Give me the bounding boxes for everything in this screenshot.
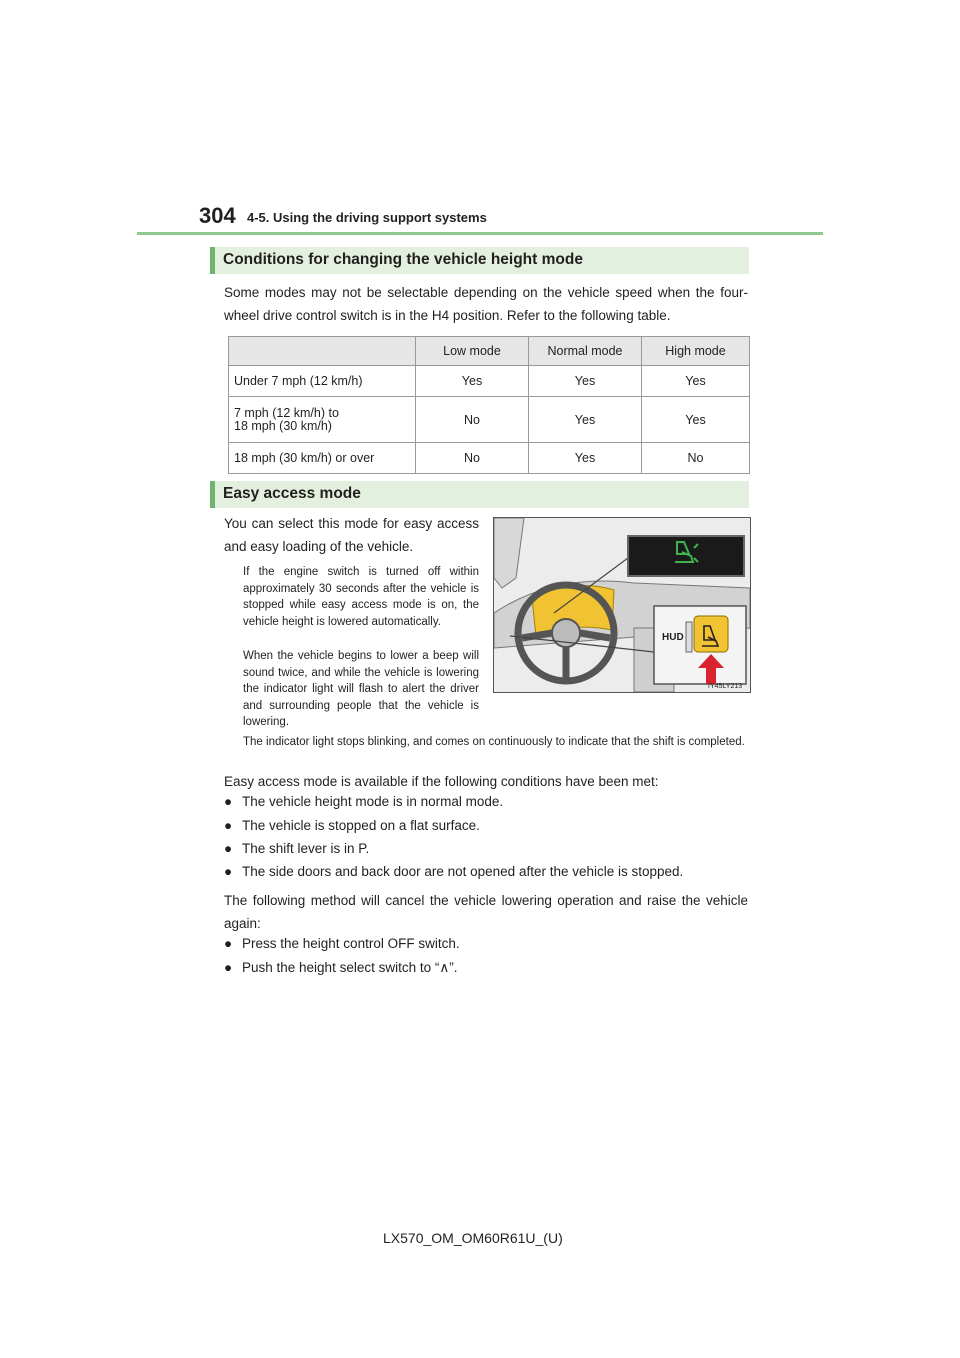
manual-code-footer: LX570_OM_OM60R61U_(U) xyxy=(383,1230,563,1246)
list-item-text: The side doors and back door are not opened after the vehicle is stopped. xyxy=(242,864,684,879)
dashboard-illustration xyxy=(493,517,751,693)
dashboard-drawing xyxy=(494,518,750,692)
condition-line: 18 mph (30 km/h) xyxy=(234,418,332,433)
table-cell-condition xyxy=(229,397,416,443)
list-item xyxy=(224,864,683,879)
table-cell-high: No xyxy=(642,443,750,474)
table-cell-normal: Yes xyxy=(529,397,642,443)
table-cell-low: No xyxy=(416,397,529,443)
easy-access-intro: You can select this mode for easy access and easy loading of the vehicle. xyxy=(224,516,479,554)
list-item-text: Press the height control OFF switch. xyxy=(242,936,460,951)
list-item xyxy=(224,794,503,809)
list-item-text: Push the height select switch to “∧”. xyxy=(242,960,458,975)
table-cell-low: Yes xyxy=(416,366,529,397)
section-heading-height-mode xyxy=(210,247,749,274)
header-rule xyxy=(137,232,823,235)
section-heading-easy-access xyxy=(210,481,749,508)
section-title: Easy access mode xyxy=(223,485,361,502)
easy-access-note-auto-lower: If the engine switch is turned off within approximately 30 seconds after the vehicle is stopped while easy access mode is on, the vehicle height is lowered automatically. xyxy=(243,566,479,628)
height-mode-table xyxy=(228,336,750,474)
table-header-row xyxy=(229,337,750,366)
easy-access-note-beep: When the vehicle begins to lower a beep will sound twice, and while the vehicle is lowering the indicator light will flash to alert the driver and surrounding people that the vehicle is lowering. xyxy=(243,650,479,728)
chapter-title: 4-5. Using the driving support systems xyxy=(247,210,487,225)
table-row xyxy=(229,366,750,397)
section-title: Conditions for changing the vehicle height mode xyxy=(223,251,583,268)
table-cell-normal: Yes xyxy=(529,443,642,474)
table-cell-high: Yes xyxy=(642,397,750,443)
list-item-text: The vehicle is stopped on a flat surface. xyxy=(242,818,480,833)
section-marker xyxy=(210,247,215,274)
bullet-icon: ● xyxy=(224,864,233,879)
bullet-icon: ● xyxy=(224,936,233,951)
condition-line: 7 mph (12 km/h) to xyxy=(234,405,339,420)
table-cell-condition: Under 7 mph (12 km/h) xyxy=(229,366,416,397)
list-item xyxy=(224,936,460,951)
table-header-normal: Normal mode xyxy=(529,337,642,366)
list-item xyxy=(224,818,480,833)
table-row xyxy=(229,443,750,474)
conditions-intro: Easy access mode is available if the following conditions have been met: xyxy=(224,774,659,789)
cancel-intro: The following method will cancel the vehicle lowering operation and raise the vehicle again: xyxy=(224,893,748,931)
hud-label: HUD xyxy=(662,632,684,643)
list-item xyxy=(224,841,369,856)
table-cell-high: Yes xyxy=(642,366,750,397)
bullet-icon: ● xyxy=(224,794,233,809)
list-item-text: The shift lever is in P. xyxy=(242,841,370,856)
section-marker xyxy=(210,481,215,508)
table-header-blank xyxy=(229,337,416,366)
table-header-low: Low mode xyxy=(416,337,529,366)
bullet-icon: ● xyxy=(224,960,233,975)
figure-code: IY45LY213 xyxy=(708,683,743,690)
easy-access-note-indicator: The indicator light stops blinking, and comes on continuously to indicate that the shift is completed. xyxy=(243,736,745,748)
list-item-text: The vehicle height mode is in normal mode. xyxy=(242,794,504,809)
section1-intro: Some modes may not be selectable depending on the vehicle speed when the four-wheel drive control switch is in the H4 position. Refer to the following table. xyxy=(224,285,748,323)
bullet-icon: ● xyxy=(224,841,233,856)
table-cell-condition: 18 mph (30 km/h) or over xyxy=(229,443,416,474)
table-cell-low: No xyxy=(416,443,529,474)
table-row xyxy=(229,397,750,443)
page-number: 304 xyxy=(199,203,236,228)
table-cell-normal: Yes xyxy=(529,366,642,397)
list-item xyxy=(224,960,457,976)
table-header-high: High mode xyxy=(642,337,750,366)
bullet-icon: ● xyxy=(224,818,233,833)
